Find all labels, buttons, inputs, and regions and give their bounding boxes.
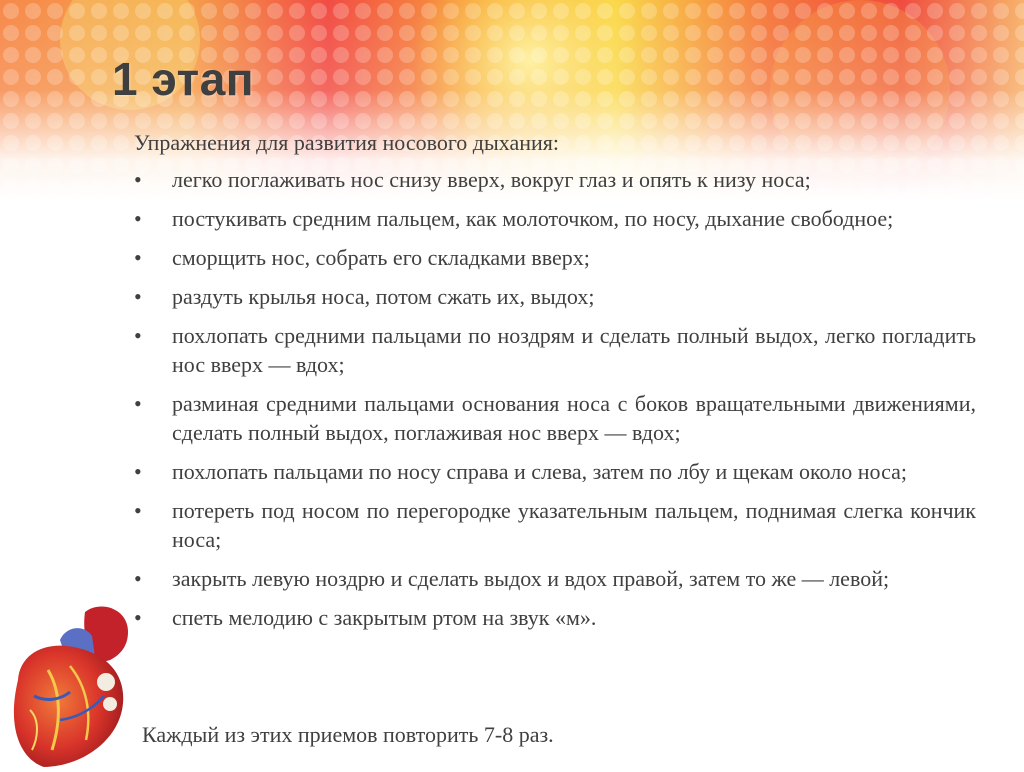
slide-title: 1 этап — [112, 53, 255, 105]
list-item-text: спеть мелодию с закрытым ртом на звук «м». — [172, 605, 597, 630]
list-item — [134, 496, 976, 554]
bullet: • — [134, 566, 142, 591]
bullet: • — [134, 498, 142, 523]
bullet: • — [134, 284, 142, 309]
bullet: • — [134, 391, 142, 416]
list-item — [134, 603, 976, 632]
list-item — [134, 389, 976, 447]
list-item-text: разминая средними пальцами основания носа с боков вращательными движениями, сделать полный выдох, поглаживая нос вверх — вдох; — [172, 391, 976, 445]
list-item — [134, 564, 976, 593]
bullet: • — [134, 323, 142, 348]
list-item-text: постукивать средним пальцем, как молоточком, по носу, дыхание свободное; — [172, 206, 894, 231]
intro-text: Упражнения для развития носового дыхания: — [134, 130, 560, 155]
bullet: • — [134, 605, 142, 630]
bullet: • — [134, 459, 142, 484]
list-item — [134, 282, 976, 311]
list-item-text: похлопать пальцами по носу справа и слева, затем по лбу и щекам около носа; — [172, 459, 907, 484]
slide-body — [134, 128, 976, 642]
repeat-note: Каждый из этих приемов повторить 7-8 раз. — [142, 722, 554, 747]
list-item-text: закрыть левую ноздрю и сделать выдох и вдох правой, затем то же — левой; — [172, 566, 890, 591]
list-item — [134, 321, 976, 379]
list-item-text: сморщить нос, собрать его складками вверх; — [172, 245, 590, 270]
heart-illustration-icon — [0, 600, 140, 767]
bullet: • — [134, 206, 142, 231]
bullet: • — [134, 167, 142, 192]
list-item — [134, 165, 976, 194]
list-item — [134, 243, 976, 272]
exercise-list — [134, 165, 976, 632]
bullet: • — [134, 245, 142, 270]
list-item — [134, 204, 976, 233]
list-item-text: легко поглаживать нос снизу вверх, вокруг глаз и опять к низу носа; — [172, 167, 811, 192]
list-item-text: раздуть крылья носа, потом сжать их, выдох; — [172, 284, 595, 309]
list-item-text: похлопать средними пальцами по ноздрям и сделать полный выдох, легко погладить нос вверх — вдох; — [172, 323, 976, 377]
list-item-text: потереть под носом по перегородке указательным пальцем, поднимая слегка кончик носа; — [172, 498, 976, 552]
list-item — [134, 457, 976, 486]
